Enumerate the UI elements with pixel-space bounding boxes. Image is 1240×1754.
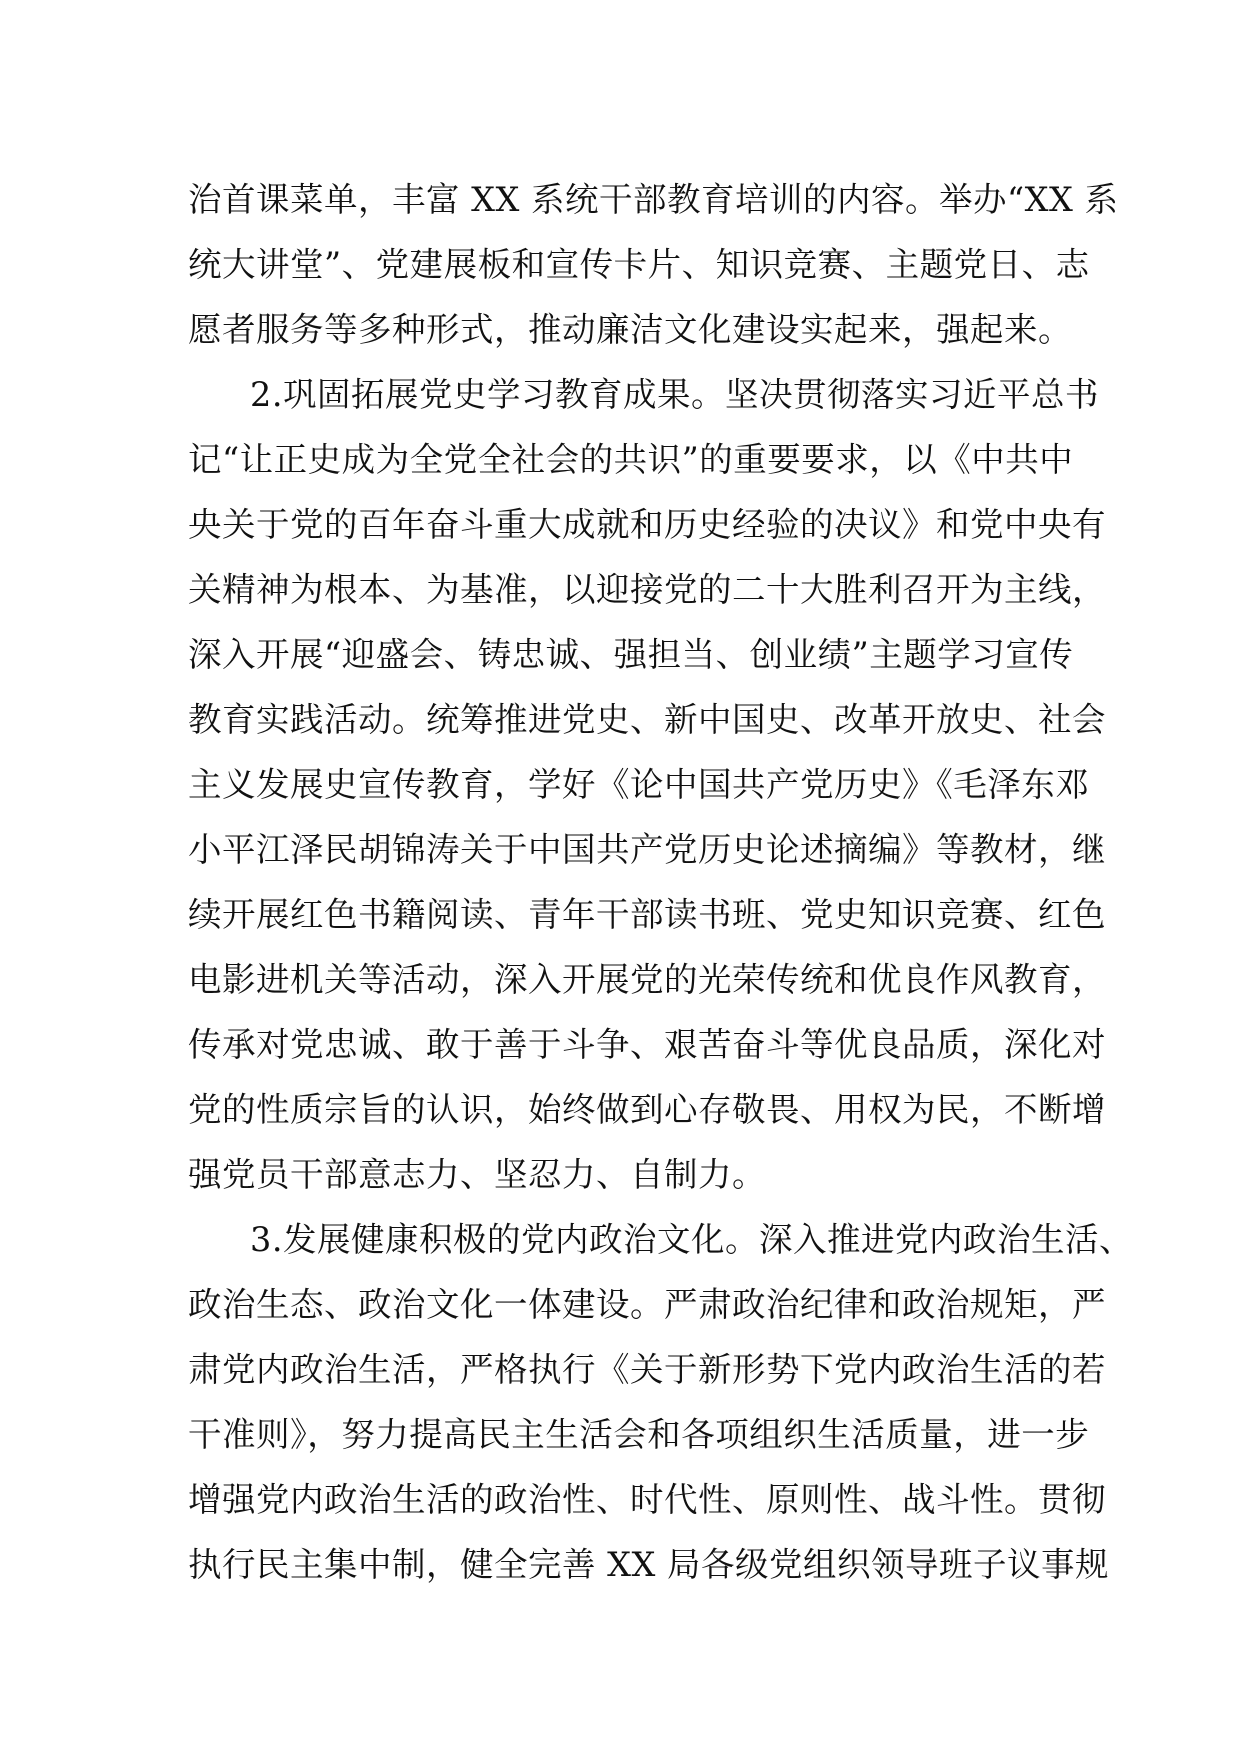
document-body bbox=[188, 167, 1133, 1597]
text-line: 深入开展“迎盛会、铸忠诚、强担当、创业绩”主题学习宣传 bbox=[188, 635, 1074, 674]
text-line: 主义发展史宣传教育，学好《论中国共产党历史》《毛泽东邓 bbox=[188, 765, 1090, 804]
text-line: 小平江泽民胡锦涛关于中国共产党历史论述摘编》等教材，继 bbox=[188, 830, 1106, 869]
text-line: 肃党内政治生活，严格执行《关于新形势下党内政治生活的若 bbox=[188, 1350, 1106, 1389]
text-line: 记“让正史成为全党全社会的共识”的重要要求，以《中共中 bbox=[188, 440, 1074, 479]
text-line: 强党员干部意志力、坚忍力、自制力。 bbox=[188, 1155, 766, 1194]
text-line: 关精神为根本、为基准，以迎接党的二十大胜利召开为主线， bbox=[188, 570, 1106, 609]
text-line: 2.巩固拓展党史学习教育成果。坚决贯彻落实习近平总书 bbox=[250, 375, 1099, 414]
text-line: 电影进机关等活动，深入开展党的光荣传统和优良作风教育， bbox=[188, 960, 1106, 999]
text-line: 党的性质宗旨的认识，始终做到心存敬畏、用权为民，不断增 bbox=[188, 1090, 1106, 1129]
text-line: 教育实践活动。统筹推进党史、新中国史、改革开放史、社会 bbox=[188, 700, 1106, 739]
text-line: 愿者服务等多种形式，推动廉洁文化建设实起来，强起来。 bbox=[188, 310, 1072, 349]
text-line: 政治生态、政治文化一体建设。严肃政治纪律和政治规矩，严 bbox=[188, 1285, 1106, 1324]
text-line: 增强党内政治生活的政治性、时代性、原则性、战斗性。贯彻 bbox=[188, 1480, 1106, 1519]
text-line: 央关于党的百年奋斗重大成就和历史经验的决议》和党中央有 bbox=[188, 505, 1106, 544]
text-line: 治首课菜单，丰富 XX 系统干部教育培训的内容。举办“XX 系 bbox=[188, 180, 1119, 219]
text-line: 续开展红色书籍阅读、青年干部读书班、党史知识竞赛、红色 bbox=[188, 895, 1106, 934]
text-line: 统大讲堂”、党建展板和宣传卡片、知识竞赛、主题党日、志 bbox=[188, 245, 1090, 284]
text-line: 干准则》，努力提高民主生活会和各项组织生活质量，进一步 bbox=[188, 1415, 1090, 1454]
text-line: 3.发展健康积极的党内政治文化。深入推进党内政治生活、 bbox=[250, 1220, 1133, 1259]
text-line: 执行民主集中制，健全完善 XX 局各级党组织领导班子议事规 bbox=[188, 1545, 1109, 1584]
text-line: 传承对党忠诚、敢于善于斗争、艰苦奋斗等优良品质，深化对 bbox=[188, 1025, 1106, 1064]
